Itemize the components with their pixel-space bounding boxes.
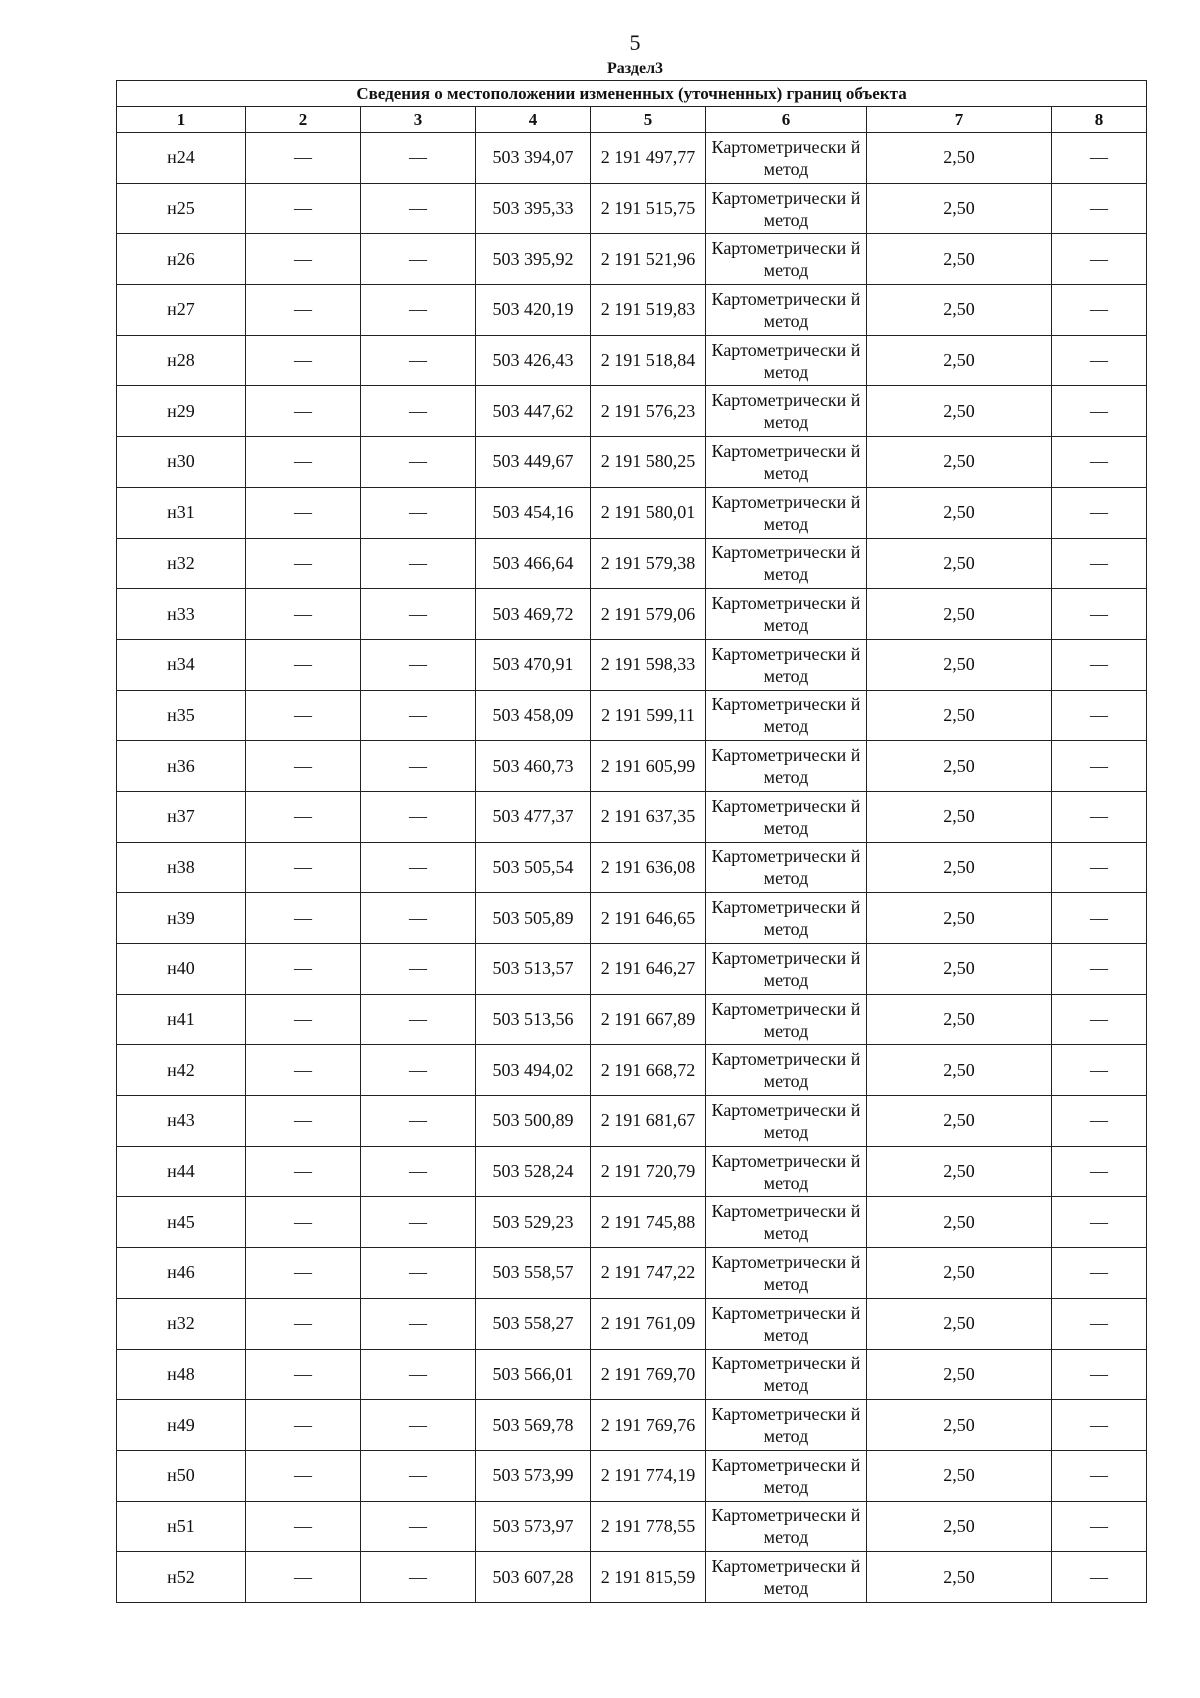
accuracy-cell: 2,50 <box>867 1552 1052 1603</box>
point-number-cell: н32 <box>117 538 246 589</box>
table-row <box>117 386 1147 437</box>
empty-value-cell: — <box>1052 538 1147 589</box>
y-coordinate-cell: 2 191 521,96 <box>591 234 706 285</box>
accuracy-cell: 2,50 <box>867 842 1052 893</box>
empty-value-cell: — <box>246 1400 361 1451</box>
y-coordinate-cell: 2 191 769,70 <box>591 1349 706 1400</box>
accuracy-cell: 2,50 <box>867 1400 1052 1451</box>
x-coordinate-cell: 503 607,28 <box>476 1552 591 1603</box>
point-number-cell: н33 <box>117 589 246 640</box>
empty-value-cell: — <box>361 1298 476 1349</box>
y-coordinate-cell: 2 191 579,06 <box>591 589 706 640</box>
method-cell: Картометрически й метод <box>706 1045 867 1096</box>
empty-value-cell: — <box>1052 944 1147 995</box>
method-cell: Картометрически й метод <box>706 1096 867 1147</box>
y-coordinate-cell: 2 191 518,84 <box>591 335 706 386</box>
y-coordinate-cell: 2 191 576,23 <box>591 386 706 437</box>
accuracy-cell: 2,50 <box>867 1450 1052 1501</box>
method-cell: Картометрически й метод <box>706 1552 867 1603</box>
empty-value-cell: — <box>1052 1298 1147 1349</box>
y-coordinate-cell: 2 191 605,99 <box>591 741 706 792</box>
point-number-cell: н40 <box>117 944 246 995</box>
y-coordinate-cell: 2 191 720,79 <box>591 1146 706 1197</box>
table-row <box>117 1146 1147 1197</box>
x-coordinate-cell: 503 426,43 <box>476 335 591 386</box>
empty-value-cell: — <box>361 842 476 893</box>
empty-value-cell: — <box>1052 639 1147 690</box>
accuracy-cell: 2,50 <box>867 741 1052 792</box>
accuracy-cell: 2,50 <box>867 538 1052 589</box>
x-coordinate-cell: 503 505,54 <box>476 842 591 893</box>
table-row <box>117 944 1147 995</box>
x-coordinate-cell: 503 395,33 <box>476 183 591 234</box>
empty-value-cell: — <box>1052 1096 1147 1147</box>
method-cell: Картометрически й метод <box>706 639 867 690</box>
y-coordinate-cell: 2 191 598,33 <box>591 639 706 690</box>
empty-value-cell: — <box>361 437 476 488</box>
empty-value-cell: — <box>246 1197 361 1248</box>
method-cell: Картометрически й метод <box>706 944 867 995</box>
table-row <box>117 994 1147 1045</box>
empty-value-cell: — <box>1052 1450 1147 1501</box>
empty-value-cell: — <box>1052 1349 1147 1400</box>
y-coordinate-cell: 2 191 681,67 <box>591 1096 706 1147</box>
empty-value-cell: — <box>246 487 361 538</box>
table-row <box>117 538 1147 589</box>
x-coordinate-cell: 503 470,91 <box>476 639 591 690</box>
empty-value-cell: — <box>246 386 361 437</box>
point-number-cell: н48 <box>117 1349 246 1400</box>
empty-value-cell: — <box>1052 285 1147 336</box>
y-coordinate-cell: 2 191 667,89 <box>591 994 706 1045</box>
y-coordinate-cell: 2 191 745,88 <box>591 1197 706 1248</box>
accuracy-cell: 2,50 <box>867 335 1052 386</box>
empty-value-cell: — <box>246 335 361 386</box>
empty-value-cell: — <box>361 639 476 690</box>
table-row <box>117 1248 1147 1299</box>
table-row <box>117 1349 1147 1400</box>
accuracy-cell: 2,50 <box>867 1501 1052 1552</box>
empty-value-cell: — <box>1052 842 1147 893</box>
accuracy-cell: 2,50 <box>867 893 1052 944</box>
empty-value-cell: — <box>246 234 361 285</box>
method-cell: Картометрически й метод <box>706 234 867 285</box>
x-coordinate-cell: 503 460,73 <box>476 741 591 792</box>
empty-value-cell: — <box>361 1501 476 1552</box>
empty-value-cell: — <box>361 538 476 589</box>
empty-value-cell: — <box>1052 994 1147 1045</box>
empty-value-cell: — <box>1052 487 1147 538</box>
empty-value-cell: — <box>246 1096 361 1147</box>
point-number-cell: н45 <box>117 1197 246 1248</box>
empty-value-cell: — <box>246 1045 361 1096</box>
empty-value-cell: — <box>361 335 476 386</box>
y-coordinate-cell: 2 191 519,83 <box>591 285 706 336</box>
empty-value-cell: — <box>246 1298 361 1349</box>
empty-value-cell: — <box>1052 791 1147 842</box>
empty-value-cell: — <box>1052 1248 1147 1299</box>
point-number-cell: н35 <box>117 690 246 741</box>
x-coordinate-cell: 503 466,64 <box>476 538 591 589</box>
empty-value-cell: — <box>361 791 476 842</box>
point-number-cell: н52 <box>117 1552 246 1603</box>
section-label: Раздел3 <box>606 60 664 77</box>
accuracy-cell: 2,50 <box>867 437 1052 488</box>
table-row <box>117 1552 1147 1603</box>
accuracy-cell: 2,50 <box>867 234 1052 285</box>
empty-value-cell: — <box>361 285 476 336</box>
y-coordinate-cell: 2 191 580,25 <box>591 437 706 488</box>
empty-value-cell: — <box>361 386 476 437</box>
point-number-cell: н34 <box>117 639 246 690</box>
empty-value-cell: — <box>246 741 361 792</box>
accuracy-cell: 2,50 <box>867 1146 1052 1197</box>
x-coordinate-cell: 503 449,67 <box>476 437 591 488</box>
point-number-cell: н25 <box>117 183 246 234</box>
table-row <box>117 791 1147 842</box>
table-row <box>117 1501 1147 1552</box>
method-cell: Картометрически й метод <box>706 1450 867 1501</box>
accuracy-cell: 2,50 <box>867 133 1052 184</box>
column-number: 3 <box>361 107 476 133</box>
point-number-cell: н29 <box>117 386 246 437</box>
method-cell: Картометрически й метод <box>706 133 867 184</box>
empty-value-cell: — <box>1052 1501 1147 1552</box>
y-coordinate-cell: 2 191 637,35 <box>591 791 706 842</box>
empty-value-cell: — <box>246 1552 361 1603</box>
column-number: 5 <box>591 107 706 133</box>
x-coordinate-cell: 503 569,78 <box>476 1400 591 1451</box>
empty-value-cell: — <box>1052 589 1147 640</box>
point-number-cell: н46 <box>117 1248 246 1299</box>
table-row <box>117 133 1147 184</box>
x-coordinate-cell: 503 558,57 <box>476 1248 591 1299</box>
empty-value-cell: — <box>246 183 361 234</box>
y-coordinate-cell: 2 191 646,65 <box>591 893 706 944</box>
empty-value-cell: — <box>1052 1400 1147 1451</box>
method-cell: Картометрически й метод <box>706 1298 867 1349</box>
accuracy-cell: 2,50 <box>867 285 1052 336</box>
table-caption: Сведения о местоположении измененных (уточненных) границ объекта <box>117 81 1147 107</box>
table-row <box>117 183 1147 234</box>
empty-value-cell: — <box>1052 183 1147 234</box>
empty-value-cell: — <box>1052 1045 1147 1096</box>
point-number-cell: н31 <box>117 487 246 538</box>
y-coordinate-cell: 2 191 761,09 <box>591 1298 706 1349</box>
x-coordinate-cell: 503 513,56 <box>476 994 591 1045</box>
y-coordinate-cell: 2 191 646,27 <box>591 944 706 995</box>
column-number: 1 <box>117 107 246 133</box>
accuracy-cell: 2,50 <box>867 1096 1052 1147</box>
accuracy-cell: 2,50 <box>867 1248 1052 1299</box>
point-number-cell: н27 <box>117 285 246 336</box>
accuracy-cell: 2,50 <box>867 791 1052 842</box>
accuracy-cell: 2,50 <box>867 1298 1052 1349</box>
method-cell: Картометрически й метод <box>706 285 867 336</box>
point-number-cell: н51 <box>117 1501 246 1552</box>
x-coordinate-cell: 503 469,72 <box>476 589 591 640</box>
x-coordinate-cell: 503 500,89 <box>476 1096 591 1147</box>
point-number-cell: н26 <box>117 234 246 285</box>
x-coordinate-cell: 503 513,57 <box>476 944 591 995</box>
point-number-cell: н44 <box>117 1146 246 1197</box>
method-cell: Картометрически й метод <box>706 335 867 386</box>
empty-value-cell: — <box>361 183 476 234</box>
y-coordinate-cell: 2 191 580,01 <box>591 487 706 538</box>
empty-value-cell: — <box>361 690 476 741</box>
empty-value-cell: — <box>361 1552 476 1603</box>
table-row <box>117 690 1147 741</box>
empty-value-cell: — <box>361 944 476 995</box>
point-number-cell: н28 <box>117 335 246 386</box>
table-row <box>117 335 1147 386</box>
empty-value-cell: — <box>1052 1552 1147 1603</box>
empty-value-cell: — <box>246 285 361 336</box>
empty-value-cell: — <box>361 133 476 184</box>
column-number: 8 <box>1052 107 1147 133</box>
table-row <box>117 285 1147 336</box>
empty-value-cell: — <box>246 589 361 640</box>
table-row <box>117 589 1147 640</box>
x-coordinate-cell: 503 420,19 <box>476 285 591 336</box>
method-cell: Картометрически й метод <box>706 690 867 741</box>
method-cell: Картометрически й метод <box>706 842 867 893</box>
empty-value-cell: — <box>1052 437 1147 488</box>
empty-value-cell: — <box>361 234 476 285</box>
method-cell: Картометрически й метод <box>706 487 867 538</box>
method-cell: Картометрически й метод <box>706 893 867 944</box>
x-coordinate-cell: 503 458,09 <box>476 690 591 741</box>
empty-value-cell: — <box>361 1197 476 1248</box>
point-number-cell: н42 <box>117 1045 246 1096</box>
table-row <box>117 1450 1147 1501</box>
page-number: 5 <box>629 30 641 55</box>
x-coordinate-cell: 503 566,01 <box>476 1349 591 1400</box>
empty-value-cell: — <box>361 1248 476 1299</box>
table-row <box>117 234 1147 285</box>
empty-value-cell: — <box>1052 1197 1147 1248</box>
table-row <box>117 1197 1147 1248</box>
method-cell: Картометрически й метод <box>706 589 867 640</box>
table-row <box>117 437 1147 488</box>
empty-value-cell: — <box>246 944 361 995</box>
x-coordinate-cell: 503 454,16 <box>476 487 591 538</box>
y-coordinate-cell: 2 191 778,55 <box>591 1501 706 1552</box>
point-number-cell: н41 <box>117 994 246 1045</box>
x-coordinate-cell: 503 573,97 <box>476 1501 591 1552</box>
empty-value-cell: — <box>1052 133 1147 184</box>
empty-value-cell: — <box>246 1450 361 1501</box>
empty-value-cell: — <box>246 639 361 690</box>
x-coordinate-cell: 503 573,99 <box>476 1450 591 1501</box>
x-coordinate-cell: 503 447,62 <box>476 386 591 437</box>
point-number-cell: н38 <box>117 842 246 893</box>
x-coordinate-cell: 503 528,24 <box>476 1146 591 1197</box>
table-row <box>117 1045 1147 1096</box>
x-coordinate-cell: 503 558,27 <box>476 1298 591 1349</box>
column-number: 6 <box>706 107 867 133</box>
accuracy-cell: 2,50 <box>867 183 1052 234</box>
point-number-cell: н30 <box>117 437 246 488</box>
empty-value-cell: — <box>1052 386 1147 437</box>
column-number: 4 <box>476 107 591 133</box>
method-cell: Картометрически й метод <box>706 1400 867 1451</box>
y-coordinate-cell: 2 191 815,59 <box>591 1552 706 1603</box>
point-number-cell: н32 <box>117 1298 246 1349</box>
empty-value-cell: — <box>361 1096 476 1147</box>
empty-value-cell: — <box>361 1146 476 1197</box>
method-cell: Картометрически й метод <box>706 386 867 437</box>
method-cell: Картометрически й метод <box>706 183 867 234</box>
empty-value-cell: — <box>246 437 361 488</box>
empty-value-cell: — <box>246 1146 361 1197</box>
accuracy-cell: 2,50 <box>867 994 1052 1045</box>
point-number-cell: н39 <box>117 893 246 944</box>
method-cell: Картометрически й метод <box>706 741 867 792</box>
method-cell: Картометрически й метод <box>706 437 867 488</box>
accuracy-cell: 2,50 <box>867 690 1052 741</box>
table-row <box>117 741 1147 792</box>
point-number-cell: н24 <box>117 133 246 184</box>
empty-value-cell: — <box>246 1349 361 1400</box>
empty-value-cell: — <box>361 741 476 792</box>
y-coordinate-cell: 2 191 636,08 <box>591 842 706 893</box>
empty-value-cell: — <box>361 994 476 1045</box>
empty-value-cell: — <box>361 1045 476 1096</box>
y-coordinate-cell: 2 191 747,22 <box>591 1248 706 1299</box>
y-coordinate-cell: 2 191 668,72 <box>591 1045 706 1096</box>
empty-value-cell: — <box>1052 690 1147 741</box>
table-row <box>117 1298 1147 1349</box>
column-number-row <box>117 107 1147 133</box>
accuracy-cell: 2,50 <box>867 639 1052 690</box>
accuracy-cell: 2,50 <box>867 1197 1052 1248</box>
point-number-cell: н43 <box>117 1096 246 1147</box>
empty-value-cell: — <box>246 791 361 842</box>
empty-value-cell: — <box>1052 1146 1147 1197</box>
table-row <box>117 893 1147 944</box>
y-coordinate-cell: 2 191 515,75 <box>591 183 706 234</box>
y-coordinate-cell: 2 191 599,11 <box>591 690 706 741</box>
method-cell: Картометрически й метод <box>706 1146 867 1197</box>
empty-value-cell: — <box>361 1400 476 1451</box>
x-coordinate-cell: 503 394,07 <box>476 133 591 184</box>
method-cell: Картометрически й метод <box>706 1197 867 1248</box>
empty-value-cell: — <box>246 842 361 893</box>
method-cell: Картометрически й метод <box>706 994 867 1045</box>
x-coordinate-cell: 503 477,37 <box>476 791 591 842</box>
method-cell: Картометрически й метод <box>706 538 867 589</box>
empty-value-cell: — <box>246 1501 361 1552</box>
x-coordinate-cell: 503 395,92 <box>476 234 591 285</box>
empty-value-cell: — <box>246 893 361 944</box>
accuracy-cell: 2,50 <box>867 589 1052 640</box>
point-number-cell: н36 <box>117 741 246 792</box>
point-number-cell: н50 <box>117 1450 246 1501</box>
x-coordinate-cell: 503 529,23 <box>476 1197 591 1248</box>
empty-value-cell: — <box>246 1248 361 1299</box>
empty-value-cell: — <box>1052 335 1147 386</box>
x-coordinate-cell: 503 505,89 <box>476 893 591 944</box>
method-cell: Картометрически й метод <box>706 791 867 842</box>
table-row <box>117 1096 1147 1147</box>
point-number-cell: н49 <box>117 1400 246 1451</box>
empty-value-cell: — <box>1052 741 1147 792</box>
empty-value-cell: — <box>361 589 476 640</box>
empty-value-cell: — <box>361 1450 476 1501</box>
table-row <box>117 487 1147 538</box>
empty-value-cell: — <box>1052 893 1147 944</box>
table-row <box>117 842 1147 893</box>
method-cell: Картометрически й метод <box>706 1248 867 1299</box>
column-number: 2 <box>246 107 361 133</box>
y-coordinate-cell: 2 191 497,77 <box>591 133 706 184</box>
empty-value-cell: — <box>361 893 476 944</box>
y-coordinate-cell: 2 191 579,38 <box>591 538 706 589</box>
empty-value-cell: — <box>246 690 361 741</box>
coordinates-table <box>116 80 1147 1603</box>
empty-value-cell: — <box>1052 234 1147 285</box>
accuracy-cell: 2,50 <box>867 944 1052 995</box>
x-coordinate-cell: 503 494,02 <box>476 1045 591 1096</box>
method-cell: Картометрически й метод <box>706 1349 867 1400</box>
accuracy-cell: 2,50 <box>867 1045 1052 1096</box>
empty-value-cell: — <box>361 487 476 538</box>
method-cell: Картометрически й метод <box>706 1501 867 1552</box>
y-coordinate-cell: 2 191 769,76 <box>591 1400 706 1451</box>
accuracy-cell: 2,50 <box>867 1349 1052 1400</box>
accuracy-cell: 2,50 <box>867 386 1052 437</box>
table-row <box>117 639 1147 690</box>
empty-value-cell: — <box>361 1349 476 1400</box>
y-coordinate-cell: 2 191 774,19 <box>591 1450 706 1501</box>
accuracy-cell: 2,50 <box>867 487 1052 538</box>
empty-value-cell: — <box>246 133 361 184</box>
point-number-cell: н37 <box>117 791 246 842</box>
empty-value-cell: — <box>246 994 361 1045</box>
column-number: 7 <box>867 107 1052 133</box>
empty-value-cell: — <box>246 538 361 589</box>
table-row <box>117 1400 1147 1451</box>
